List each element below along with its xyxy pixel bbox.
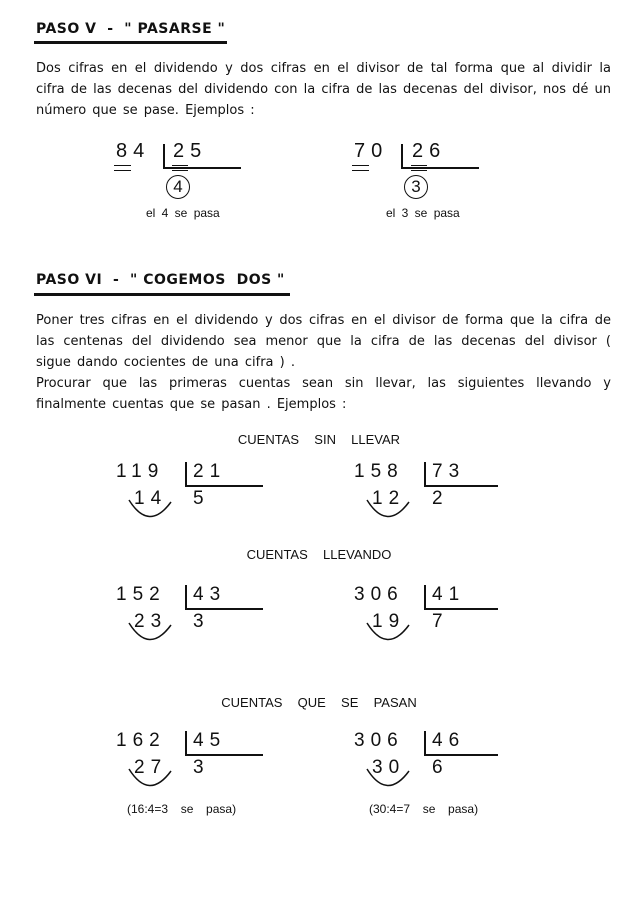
paso5-ex2-dividend-double-underline <box>352 165 369 171</box>
paso6-text-1: Poner tres cifras en el dividendo y dos cifras en el divisor de forma que la cifra de las centenas del dividendo sea menor que la cifra de las decenas del divisor ( sigue dando cocientes de una cifra ) . <box>36 313 611 370</box>
paso6-heading-underline <box>34 293 290 296</box>
group2-title: CUENTAS LLEVANDO <box>246 547 392 562</box>
paso5-ex1-division-bar <box>163 144 165 168</box>
group3-ex1-quotient: 3 <box>193 757 210 778</box>
group2-ex2-dividend: 306 <box>354 584 404 605</box>
paso5-ex1-divisor-line <box>163 167 241 169</box>
group3-title: CUENTAS QUE SE PASAN <box>221 695 417 710</box>
group3-ex1-divisor: 45 <box>193 730 227 751</box>
group3-ex1-dividend: 162 <box>116 730 166 751</box>
group1-ex2-arc <box>365 498 413 522</box>
group2-ex1-divisor-line <box>185 608 263 610</box>
group3-ex1-division-bar <box>185 731 187 755</box>
group2-ex2-divisor-line <box>424 608 498 610</box>
group3-ex1-caption: (16:4=3 se pasa) <box>127 802 237 816</box>
paso6-heading: PASO VI - " COGEMOS DOS " <box>36 272 285 288</box>
paso5-heading: PASO V - " PASARSE " <box>36 21 226 37</box>
paso5-ex1-dividend-double-underline <box>114 165 131 171</box>
paso5-ex1-quotient-circle: 4 <box>166 175 190 199</box>
group2-ex1-divisor: 43 <box>193 584 227 605</box>
group1-ex2-divisor: 73 <box>432 461 466 482</box>
group1-ex1-division-bar <box>185 462 187 486</box>
group1-ex1-arc <box>127 498 175 522</box>
group2-ex2-partial: 19 <box>372 611 406 632</box>
group1-ex2-divisor-line <box>424 485 498 487</box>
paso5-ex2-quotient-circle: 3 <box>404 175 428 199</box>
group2-ex1-dividend: 152 <box>116 584 166 605</box>
paso5-ex1-caption: el 4 se pasa <box>146 206 220 220</box>
paso5-ex2-divisor: 26 <box>412 140 447 162</box>
group3-ex2-partial: 30 <box>372 757 406 778</box>
paso5-heading-underline <box>34 41 227 44</box>
paso5-text: Dos cifras en el dividendo y dos cifras en el divisor de tal forma que al dividir la cifra de las decenas del dividendo con la cifra de las decenas del divisor, nos dé un número que se pase. Ejemplos : <box>36 61 611 118</box>
group3-ex2-division-bar <box>424 731 426 755</box>
group2-ex1-arc <box>127 621 175 645</box>
paso5-ex1-dividend: 84 <box>116 140 151 162</box>
group1-ex1-divisor-line <box>185 485 263 487</box>
group1-ex2-quotient: 2 <box>432 488 449 509</box>
group2-ex2-divisor: 41 <box>432 584 466 605</box>
paso5-ex2-divisor-line <box>401 167 479 169</box>
group3-ex1-divisor-line <box>185 754 263 756</box>
group3-ex2-quotient: 6 <box>432 757 449 778</box>
group2-ex1-partial: 23 <box>134 611 168 632</box>
group3-ex2-caption: (30:4=7 se pasa) <box>369 802 479 816</box>
group1-ex2-division-bar <box>424 462 426 486</box>
group1-ex2-dividend: 158 <box>354 461 404 482</box>
group1-ex1-dividend: 119 <box>116 461 165 482</box>
group3-ex2-divisor: 46 <box>432 730 466 751</box>
paso6-paragraph <box>36 310 611 415</box>
paso5-ex2-caption: el 3 se pasa <box>386 206 460 220</box>
paso6-text-2: Procurar que las primeras cuentas sean sin llevar, las siguientes llevando y finalmente cuentas que se pasan . Ejemplos : <box>36 376 611 412</box>
group3-ex2-arc <box>365 767 413 791</box>
group2-ex2-arc <box>365 621 413 645</box>
group1-title: CUENTAS SIN LLEVAR <box>237 432 401 447</box>
paso5-paragraph <box>36 58 611 121</box>
paso5-ex2-division-bar <box>401 144 403 168</box>
paso5-ex1-divisor: 25 <box>173 140 208 162</box>
paso5-ex2-dividend: 70 <box>354 140 389 162</box>
group1-ex1-partial: 14 <box>134 488 168 509</box>
group2-ex1-quotient: 3 <box>193 611 210 632</box>
group3-ex1-arc <box>127 767 175 791</box>
group3-ex2-divisor-line <box>424 754 498 756</box>
group2-ex2-division-bar <box>424 585 426 609</box>
group1-ex1-quotient: 5 <box>193 488 210 509</box>
group2-ex1-division-bar <box>185 585 187 609</box>
group1-ex2-partial: 12 <box>372 488 406 509</box>
group3-ex1-partial: 27 <box>134 757 168 778</box>
group2-ex2-quotient: 7 <box>432 611 449 632</box>
group1-ex1-divisor: 21 <box>193 461 227 482</box>
group3-ex2-dividend: 306 <box>354 730 404 751</box>
